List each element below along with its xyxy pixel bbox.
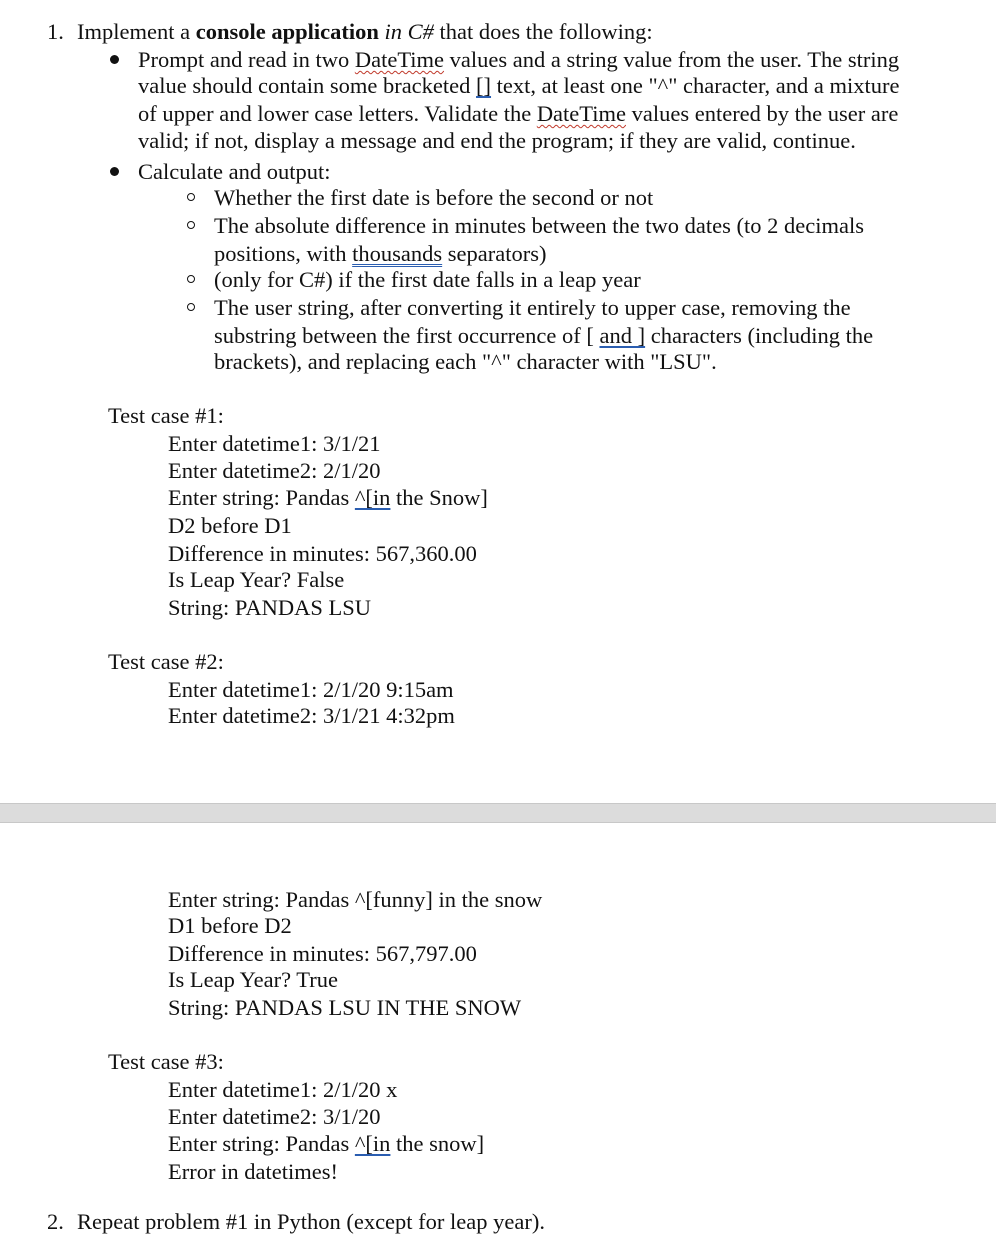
test-case-2-title: Test case #2: <box>108 649 224 674</box>
test-case-3-title: Test case #3: <box>108 1049 224 1074</box>
caret-bracket-word: ^[in <box>354 1131 391 1156</box>
text: value should contain some bracketed <box>138 73 477 98</box>
test2-order: D1 before D2 <box>168 913 292 938</box>
thousands-word: thousands <box>352 241 443 266</box>
test3-datetime2: Enter datetime2: 3/1/20 <box>168 1104 381 1129</box>
bullet-2-marker <box>110 167 119 176</box>
bullet-1-marker <box>110 55 119 64</box>
sub-bullet-4-line-3: brackets), and replacing each "^" character with "LSU". <box>214 349 717 374</box>
datetime-word: DateTime <box>354 47 445 72</box>
caret-bracket-word: ^[in <box>354 485 391 510</box>
text: the snow] <box>390 1131 485 1156</box>
text: separators) <box>442 241 547 266</box>
test1-order: D2 before D1 <box>168 513 292 538</box>
and-bracket-word: and ] <box>599 323 646 348</box>
sub-bullet-4-line-2 <box>214 322 873 349</box>
problem-1-number: 1. <box>47 19 64 44</box>
text: values entered by the user are <box>625 101 899 126</box>
test-case-1-title: Test case #1: <box>108 403 224 428</box>
sub-bullet-4-line-1: The user string, after converting it entirely to upper case, removing the <box>214 295 851 320</box>
test3-error: Error in datetimes! <box>168 1159 338 1184</box>
sub-bullet-2-line-2 <box>214 240 546 267</box>
text: values and a string value from the user. The string <box>444 47 900 72</box>
text: Prompt and read in two <box>138 47 355 72</box>
sub-bullet-3: (only for C#) if the first date falls in a leap year <box>214 267 641 292</box>
text: positions, with <box>214 241 353 266</box>
test1-string-input <box>168 484 488 511</box>
bullet-1-line-1 <box>138 46 899 73</box>
datetime-word: DateTime <box>536 101 626 126</box>
test2-datetime1: Enter datetime1: 2/1/20 9:15am <box>168 677 454 702</box>
intro-bold: console application <box>195 19 379 44</box>
bullet-2-label: Calculate and output: <box>138 159 331 184</box>
problem-2-text: Repeat problem #1 in Python (except for leap year). <box>77 1209 545 1234</box>
bullet-1-line-4: valid; if not, display a message and end the program; if they are valid, continue. <box>138 128 856 153</box>
text: substring between the first occurrence of [ <box>214 323 600 348</box>
test2-result-string: String: PANDAS LSU IN THE SNOW <box>168 995 522 1020</box>
test2-datetime2: Enter datetime2: 3/1/21 4:32pm <box>168 703 455 728</box>
text: of upper and lower case letters. Validate the <box>138 101 537 126</box>
test2-leap-year: Is Leap Year? True <box>168 967 338 992</box>
sub-bullet-4-marker <box>187 303 195 311</box>
bullet-1-line-3 <box>138 100 898 127</box>
intro-text-b: that does the following: <box>433 19 653 44</box>
bullet-1-line-2 <box>138 72 900 99</box>
text: text, at least one "^" character, and a mixture <box>491 73 900 98</box>
text: Enter string: Pandas <box>168 485 355 510</box>
sub-bullet-1-marker <box>187 193 195 201</box>
problem-2-number: 2. <box>47 1209 64 1234</box>
test1-datetime1: Enter datetime1: 3/1/21 <box>168 431 381 456</box>
page-break-divider <box>0 803 996 823</box>
intro-italic: in C# <box>378 19 434 44</box>
test2-difference: Difference in minutes: 567,797.00 <box>168 941 477 966</box>
text: characters (including the <box>645 323 874 348</box>
sub-bullet-2-line-1: The absolute difference in minutes between the two dates (to 2 decimals <box>214 213 864 238</box>
intro-text-a: Implement a <box>77 19 196 44</box>
sub-bullet-2-marker <box>187 221 195 229</box>
sub-bullet-1: Whether the first date is before the second or not <box>214 185 654 210</box>
test1-datetime2: Enter datetime2: 2/1/20 <box>168 458 381 483</box>
test1-difference: Difference in minutes: 567,360.00 <box>168 541 477 566</box>
test1-leap-year: Is Leap Year? False <box>168 567 345 592</box>
text: the Snow] <box>390 485 488 510</box>
test2-string-input: Enter string: Pandas ^[funny] in the snow <box>168 887 543 912</box>
test3-datetime1: Enter datetime1: 2/1/20 x <box>168 1077 398 1102</box>
test1-result-string: String: PANDAS LSU <box>168 595 371 620</box>
sub-bullet-3-marker <box>187 275 195 283</box>
bracket-glyph: [] <box>476 73 492 98</box>
text: Enter string: Pandas <box>168 1131 355 1156</box>
test3-string-input <box>168 1130 484 1157</box>
problem-1-intro <box>77 18 653 45</box>
